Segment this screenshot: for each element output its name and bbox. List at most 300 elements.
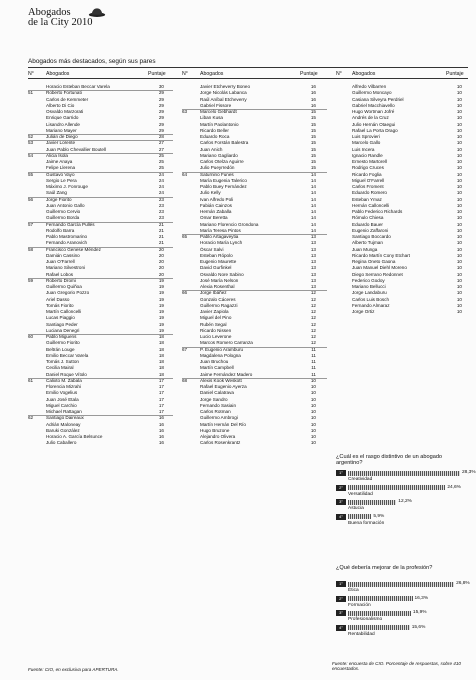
score-cell: 10: [456, 152, 462, 158]
rank-badge: 4°: [336, 625, 346, 631]
score-cell: 18: [158, 359, 164, 364]
score-cell: 19: [158, 277, 164, 283]
score-cell: 28: [158, 134, 164, 139]
lawyer-name-cell: Martín Hernán Del Río: [200, 421, 246, 427]
rank-cell: 51: [28, 90, 34, 96]
score-cell: 14: [310, 196, 316, 202]
rank-cell: 60: [28, 334, 34, 339]
score-cell: 14: [310, 215, 316, 221]
rank-cell: 68: [182, 377, 188, 383]
score-cell: 12: [310, 340, 316, 346]
col-header-score: Puntaje: [300, 71, 318, 77]
lawyer-name-cell: Jorge Ibáñez: [200, 290, 227, 296]
table-row: [182, 440, 327, 446]
lawyer-name-cell: Andrés de la Cruz: [352, 115, 389, 121]
survey-question: ¿Qué debería mejorar de la profesión?: [336, 565, 433, 571]
score-cell: 10: [310, 440, 316, 446]
lawyer-name-cell: David Gurfinkel: [200, 265, 232, 271]
ranking-column: [336, 84, 472, 315]
lawyer-name-cell: Miguel Carchio: [46, 402, 77, 408]
score-cell: 10: [456, 84, 462, 89]
lawyer-name-cell: Pablo Federico Richards: [352, 209, 403, 214]
lawyer-name-cell: Alicia Ísola: [46, 152, 68, 158]
score-cell: 24: [158, 190, 164, 196]
survey-percent: 15,9%: [412, 610, 427, 615]
lawyer-name-cell: Juan Antonio Gallo: [46, 202, 85, 208]
survey-bar-row: [336, 610, 472, 624]
score-cell: 14: [310, 202, 316, 208]
lawyer-name-cell: Julio Pueyrredón: [200, 165, 235, 171]
lawyer-name-cell: Jaime Fernández Madero: [200, 371, 253, 377]
lawyer-name-cell: Alexia Rosenthal: [200, 284, 235, 289]
survey-bar-row: [336, 514, 472, 528]
score-cell: 10: [456, 202, 462, 208]
lawyer-name-cell: Santiago Boccardo: [352, 234, 391, 239]
lawyer-name-cell: Magdalena Pologna: [200, 352, 241, 358]
lawyer-name-cell: Hernán Calloncelli: [352, 202, 390, 208]
score-cell: 17: [158, 384, 164, 389]
lawyer-name-cell: Hugo Wortman Jofré: [352, 109, 395, 114]
lawyer-name-cell: Carlos Froment: [352, 184, 384, 189]
score-cell: 30: [158, 84, 164, 89]
survey-bar-row: [336, 625, 472, 639]
score-cell: 18: [158, 371, 164, 377]
score-cell: 11: [311, 365, 316, 371]
score-cell: 10: [310, 390, 316, 396]
lawyer-name-cell: Michael Rattagan: [46, 409, 82, 414]
score-cell: 14: [310, 184, 316, 189]
rank-cell: 56: [28, 196, 34, 202]
score-cell: 14: [310, 209, 316, 214]
survey-bar-row: [336, 470, 476, 484]
survey-bar-row: [336, 485, 472, 499]
lawyer-name-cell: Ricardo Beller: [200, 127, 229, 133]
lawyer-name-cell: Carlos Rosenkrantz: [200, 440, 241, 446]
lawyer-name-cell: Juan O'Farrell: [46, 259, 75, 264]
lawyer-name-cell: Roberto Fortunati: [46, 90, 82, 96]
score-cell: 10: [310, 421, 316, 427]
rank-cell: 62: [28, 415, 34, 421]
lawyer-name-cell: Hugo Bruzone: [200, 427, 230, 433]
score-cell: 25: [158, 152, 164, 158]
ranking-column: [28, 84, 173, 447]
score-cell: 24: [158, 171, 164, 177]
rank-badge: 3°: [336, 499, 346, 505]
score-cell: 13: [310, 277, 316, 283]
rank-badge: 2°: [336, 596, 346, 602]
score-cell: 23: [158, 209, 164, 214]
score-cell: 17: [158, 409, 164, 414]
score-cell: 15: [310, 115, 316, 121]
col-header-rank: N°: [182, 71, 188, 77]
lawyer-name-cell: Alejandro Olivera: [200, 434, 236, 439]
lawyer-name-cell: Fabián Cainzos: [200, 202, 232, 208]
lawyer-name-cell: Jorge Sandro: [200, 396, 228, 402]
score-cell: 11: [311, 352, 316, 358]
lawyer-name-cell: Beltrán Louge: [46, 346, 75, 352]
score-cell: 20: [158, 271, 164, 277]
score-cell: 14: [310, 171, 316, 177]
score-cell: 10: [456, 102, 462, 108]
lawyer-name-cell: José María Nelson: [200, 277, 239, 283]
header-rule: [28, 78, 468, 79]
rank-cell: 52: [28, 134, 34, 139]
lawyer-name-cell: Guillermo Ragazzi: [200, 302, 238, 308]
lawyer-name-cell: María Teresa Pintos: [200, 227, 241, 233]
rank-badge: 1°: [336, 470, 346, 476]
score-cell: 15: [310, 165, 316, 171]
table-row: [336, 309, 472, 315]
lawyer-name-cell: Tomás J. Sutton: [46, 359, 79, 364]
lawyer-name-cell: Ivan Alfredo Poli: [200, 196, 234, 202]
lawyer-name-cell: Jorge Nicolás Labanca: [200, 90, 247, 96]
score-cell: 14: [310, 227, 316, 233]
score-cell: 10: [456, 265, 462, 271]
score-cell: 10: [456, 215, 462, 221]
lawyer-name-cell: María Eugenia Talerico: [200, 177, 247, 183]
lawyer-name-cell: Guillermo Fiorito: [46, 340, 80, 346]
score-cell: 15: [310, 127, 316, 133]
lawyer-name-cell: Osvaldo Marzorati: [46, 109, 84, 114]
score-cell: 10: [456, 140, 462, 146]
lawyer-name-cell: Ernesto Martorell: [352, 159, 387, 164]
score-cell: 15: [310, 109, 316, 114]
lawyer-name-cell: Mariano Silvestroni: [46, 265, 86, 271]
score-cell: 19: [158, 284, 164, 289]
lawyer-name-cell: Eugenio Maurette: [200, 259, 237, 264]
score-cell: 17: [158, 402, 164, 408]
score-cell: 10: [456, 296, 462, 302]
score-cell: 10: [456, 309, 462, 314]
score-cell: 10: [456, 209, 462, 214]
score-cell: 18: [158, 340, 164, 346]
lawyer-name-cell: Liban Kusa: [200, 115, 223, 121]
lawyer-name-cell: Horacio A. García Belsunce: [46, 434, 103, 439]
survey-bar: [348, 485, 445, 490]
lawyer-name-cell: Marcos Romero Carranza: [200, 340, 253, 346]
score-cell: 13: [310, 259, 316, 264]
score-cell: 11: [311, 371, 316, 377]
lawyer-name-cell: Carlos Rotman: [200, 409, 231, 414]
score-cell: 10: [456, 171, 462, 177]
lawyer-name-cell: Felipe Llerena: [46, 165, 76, 171]
lawyer-name-cell: Mariano Gagliardo: [200, 152, 238, 158]
score-cell: 27: [158, 146, 164, 152]
score-cell: 21: [158, 240, 164, 246]
lawyer-name-cell: Pablo Miguens: [46, 334, 77, 339]
rank-cell: 57: [28, 221, 34, 227]
survey-bar: [348, 582, 454, 587]
lawyer-name-cell: Hernán Zaballa: [200, 209, 232, 214]
score-cell: 16: [310, 90, 316, 96]
lawyer-name-cell: Martín Paolantonio: [200, 121, 239, 127]
score-cell: 13: [310, 252, 316, 258]
rank-cell: 59: [28, 277, 34, 283]
score-cell: 29: [158, 90, 164, 96]
survey-bar: [348, 500, 396, 505]
rank-cell: 63: [182, 109, 188, 114]
score-cell: 10: [456, 146, 462, 152]
score-cell: 13: [310, 240, 316, 246]
score-cell: 20: [158, 246, 164, 252]
lawyer-name-cell: Horacio Esteban Beccar Varela: [46, 84, 110, 89]
col-header-name: Abogados: [46, 71, 70, 77]
col-header-name: Abogados: [200, 71, 224, 77]
score-cell: 23: [158, 196, 164, 202]
survey-bar-row: [336, 596, 472, 610]
score-cell: 10: [456, 234, 462, 239]
top-rule: [28, 67, 468, 68]
lawyer-name-cell: Luis Sprovieri: [352, 134, 380, 139]
lawyer-name-cell: Gustavo Vayo: [46, 171, 75, 177]
rank-badge: 2°: [336, 485, 346, 491]
lawyer-name-cell: Sergio Le Pera: [46, 177, 77, 183]
lawyer-name-cell: Esteban Rópolo: [200, 252, 233, 258]
lawyer-name-cell: Alberto Di Cio: [46, 102, 75, 108]
score-cell: 17: [158, 377, 164, 383]
survey-label: Astucia: [348, 506, 364, 511]
score-cell: 10: [456, 252, 462, 258]
lawyer-name-cell: Pablo Artagaveytia: [200, 234, 239, 239]
ranking-column: [182, 84, 327, 447]
lawyer-name-cell: Cecilia Mairal: [46, 365, 74, 371]
lawyer-name-cell: Lucas Piaggio: [46, 315, 75, 321]
lawyer-name-cell: Alexis Kook Weskott: [200, 377, 242, 383]
lawyer-name-cell: Martín Calloncelli: [46, 309, 82, 314]
score-cell: 15: [310, 159, 316, 164]
survey-percent: 26,8%: [456, 581, 470, 586]
score-cell: 13: [310, 271, 316, 277]
survey-bar: [348, 471, 460, 476]
rank-cell: 61: [28, 377, 34, 383]
lawyer-name-cell: Omar Beretta: [200, 215, 228, 221]
score-cell: 29: [158, 96, 164, 102]
survey-percent: 24,6%: [447, 484, 461, 490]
survey-percent: 5,9%: [373, 513, 385, 519]
lawyer-name-cell: Eduardo Bauer: [352, 221, 383, 227]
score-cell: 21: [158, 227, 164, 233]
rank-badge: 1°: [336, 581, 346, 587]
score-cell: 29: [158, 109, 164, 114]
score-cell: 16: [310, 102, 316, 108]
lawyer-name-cell: Julio Caballero: [46, 440, 77, 446]
lawyer-name-cell: Miguel O'Farrell: [352, 177, 385, 183]
score-cell: 10: [456, 221, 462, 227]
lawyer-name-cell: Saturnino Funes: [200, 171, 234, 177]
masthead-title-line2: de la City 2010: [28, 17, 93, 28]
survey-percent: 12,2%: [398, 499, 412, 504]
lawyer-name-cell: Diego Serrano Redonnet: [352, 271, 403, 277]
score-cell: 10: [456, 159, 462, 164]
lawyer-name-cell: Fernando Almaraz: [352, 302, 390, 308]
lawyer-name-cell: Mariano Bellucci: [352, 284, 386, 289]
score-cell: 12: [310, 334, 316, 339]
score-cell: 10: [456, 302, 462, 308]
score-cell: 29: [158, 121, 164, 127]
col-header-score: Puntaje: [446, 71, 464, 77]
survey-label: Rentabilidad: [348, 631, 375, 637]
score-cell: 10: [456, 190, 462, 196]
lawyer-name-cell: Julio Hernán Otaegui: [352, 121, 396, 127]
lawyer-name-cell: Gabriel Fissore: [200, 102, 232, 108]
survey-bar: [348, 611, 411, 616]
score-cell: 18: [158, 334, 164, 339]
hat-logo-icon: [88, 6, 106, 18]
lawyer-name-cell: Ariel Dasso: [46, 296, 70, 302]
survey-bar: [348, 625, 410, 630]
survey-label: Creatividad: [348, 477, 373, 482]
score-cell: 10: [310, 377, 316, 383]
lawyer-name-cell: Pablo Buey Fernández: [200, 184, 247, 189]
score-cell: 15: [310, 140, 316, 146]
lawyer-name-cell: Juan Munga: [352, 246, 378, 252]
score-cell: 10: [310, 409, 316, 414]
lawyer-name-cell: Jorge Ortiz: [352, 309, 375, 314]
lawyer-name-cell: Gonzalo Cáceres: [200, 296, 236, 302]
score-cell: 19: [158, 302, 164, 308]
score-cell: 12: [310, 302, 316, 308]
lawyer-name-cell: Francisco Genese Méndez: [46, 246, 101, 252]
survey-bar-row: [336, 499, 472, 513]
score-cell: 21: [158, 221, 164, 227]
lawyer-name-cell: Santiago Peder: [46, 321, 78, 327]
survey-label: Formación: [348, 602, 371, 608]
score-cell: 29: [158, 115, 164, 121]
score-cell: 20: [158, 265, 164, 271]
lawyer-name-cell: Adrián Maloneay: [46, 421, 81, 427]
rank-badge: 4°: [336, 514, 346, 520]
score-cell: 10: [456, 121, 462, 127]
survey-percent: 15,6%: [411, 624, 426, 630]
score-cell: 13: [310, 265, 316, 271]
lawyer-name-cell: Eugenio Zaffaroni: [352, 227, 389, 233]
source-note-left: Fuente: CIO, en exclusiva para APERTURA.: [28, 667, 119, 672]
lawyer-name-cell: Calixto M. Zabala: [46, 377, 82, 383]
score-cell: 18: [158, 352, 164, 358]
lawyer-name-cell: Marcelo Gebhardt: [200, 109, 237, 114]
lawyer-name-cell: Mariano Florencio Grondona: [200, 221, 259, 227]
score-cell: 12: [310, 309, 316, 314]
score-cell: 25: [158, 159, 164, 164]
score-cell: 18: [158, 346, 164, 352]
rank-badge: 3°: [336, 610, 346, 616]
lawyer-name-cell: Daniel Calatrava: [200, 390, 234, 396]
score-cell: 10: [456, 96, 462, 102]
score-cell: 13: [310, 246, 316, 252]
score-cell: 27: [158, 140, 164, 146]
score-cell: 29: [158, 102, 164, 108]
score-cell: 10: [456, 227, 462, 233]
score-cell: 19: [158, 315, 164, 321]
lawyer-name-cell: Jorge Landaburu: [352, 290, 387, 296]
score-cell: 20: [158, 259, 164, 264]
score-cell: 23: [158, 215, 164, 221]
lawyer-name-cell: Luis Incera: [352, 146, 375, 152]
score-cell: 14: [310, 221, 316, 227]
lawyer-name-cell: Luciana Denegri: [46, 327, 80, 333]
score-cell: 14: [310, 177, 316, 183]
score-cell: 15: [310, 134, 316, 139]
score-cell: 24: [158, 177, 164, 183]
score-cell: 12: [310, 321, 316, 327]
survey-bar: [348, 514, 371, 519]
score-cell: 17: [158, 390, 164, 396]
lawyer-name-cell: Guillermo Borda: [46, 215, 80, 221]
lawyer-name-cell: Fernando Sasiain: [200, 402, 237, 408]
lawyer-name-cell: Santiago Daireaux: [46, 415, 84, 421]
score-cell: 10: [456, 196, 462, 202]
lawyer-name-cell: Horacio María Lynch: [200, 240, 243, 246]
score-cell: 10: [310, 384, 316, 389]
lawyer-name-cell: Rómulo Chiesa: [352, 215, 384, 221]
lawyer-name-cell: Guillermo Ambrogi: [200, 415, 238, 421]
score-cell: 10: [310, 427, 316, 433]
lawyer-name-cell: Javier Zapiola: [200, 309, 229, 314]
score-cell: 19: [158, 321, 164, 327]
lawyer-name-cell: Rafael Lobos: [46, 271, 74, 277]
score-cell: 10: [456, 259, 462, 264]
rank-cell: 66: [182, 290, 188, 296]
rank-cell: 53: [28, 140, 34, 146]
lawyer-name-cell: Lisandro Allende: [46, 121, 80, 127]
score-cell: 10: [310, 434, 316, 439]
score-cell: 17: [158, 396, 164, 402]
score-cell: 13: [310, 284, 316, 289]
lawyer-name-cell: Raúl Aníbal Etcheverry: [200, 96, 247, 102]
score-cell: 25: [158, 165, 164, 171]
lawyer-name-cell: Pablo Mastromarino: [46, 234, 88, 239]
score-cell: 19: [158, 296, 164, 302]
lawyer-name-cell: Jaime Anaya: [46, 159, 73, 164]
survey-label: Buena formación: [348, 520, 385, 526]
score-cell: 16: [310, 84, 316, 89]
lawyer-name-cell: Eduardo Romero: [352, 190, 387, 196]
lawyer-name-cell: Florencia Mizrahi: [46, 384, 81, 389]
lawyer-name-cell: Ignacio Randle: [352, 152, 383, 158]
page-subtitle: Abogados más destacados, según sus pares: [28, 58, 156, 65]
lawyer-name-cell: Javier Etcheverry Boneo: [200, 84, 251, 89]
lawyer-name-cell: Emilio Beccar Varela: [46, 352, 89, 358]
lawyer-name-cell: Juan José Etala: [46, 396, 79, 402]
score-cell: 19: [158, 309, 164, 314]
rank-cell: 67: [182, 346, 188, 352]
lawyer-name-cell: Martín Campbell: [200, 365, 234, 371]
score-cell: 21: [158, 234, 164, 239]
table-row: [28, 440, 173, 446]
lawyer-name-cell: Rodrigo Cruces: [352, 165, 384, 171]
lawyer-name-cell: Carlos Forstán Balestra: [200, 140, 249, 146]
lawyer-name-cell: Ricardo Martín Cony Etchart: [352, 252, 410, 258]
score-cell: 15: [310, 152, 316, 158]
score-cell: 11: [311, 346, 316, 352]
survey-question: ¿Cuál es el rasgo distintivo de un abogado argentino?: [336, 454, 443, 467]
score-cell: 16: [310, 96, 316, 102]
rank-cell: 55: [28, 171, 34, 177]
lawyer-name-cell: Esteban Ymaz: [352, 196, 382, 202]
lawyer-name-cell: Baruki González: [46, 427, 80, 433]
lawyer-name-cell: Juan Anich: [200, 146, 223, 152]
score-cell: 23: [158, 202, 164, 208]
score-cell: 20: [158, 252, 164, 258]
lawyer-name-cell: Juan Pablo Chevallier Boutell: [46, 146, 107, 152]
lawyer-name-cell: Fernando García Pullés: [46, 221, 95, 227]
lawyer-name-cell: Alberto Tujman: [352, 240, 383, 246]
survey-label: Profesionalismo: [348, 617, 383, 622]
score-cell: 10: [456, 271, 462, 277]
lawyer-name-cell: Eduardo Roca: [200, 134, 230, 139]
lawyer-name-cell: P. Eugenio Aramburu: [200, 346, 244, 352]
lawyer-name-cell: Ricardo Nissen: [200, 327, 232, 333]
